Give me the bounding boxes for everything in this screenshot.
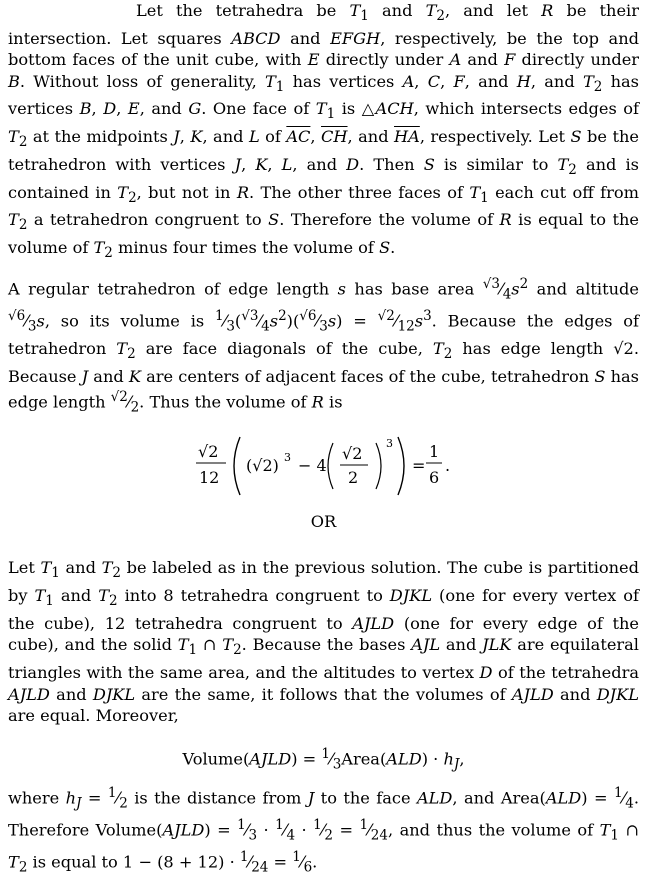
- formula-volume-r: [8, 429, 639, 503]
- separator-or: OR: [310, 512, 337, 532]
- svg-text:− 4: − 4: [298, 456, 327, 476]
- svg-text:3: 3: [284, 451, 291, 465]
- formula-volume-r-graphic: [8, 429, 639, 503]
- formula-volume-ajld: Volume(AJLD) = $^1⁄_3Area(ALD) \cdot h_J$,: [182, 745, 465, 773]
- svg-text:1: 1: [429, 442, 440, 462]
- paragraph-partition: Let $T_1$ and $T_2$ be labeled as in the previous solution. The cube is partitioned by $T_1$ and $T_2$ into 8 tetrahedra congruent to DJKL (one for every vertex of the cube), 12 tetrahedra congruent to AJLD (one for every edge of the cube), and the solid $T_1$ ∩ $T_2$. Because the bases AJL and JLK are equilateral triangles with the same area, and the altitudes to vertex D of the tetrahedra AJLD and DJKL are the same, it follows that the volumes of AJLD and DJKL are equal. Moreover,: [8, 558, 640, 726]
- svg-text:√2: √2: [342, 444, 363, 464]
- svg-text:(√2): (√2): [246, 456, 279, 476]
- paragraph-volume: A regular tetrahedron of edge length s has base area $^{√3}⁄_4s^2$ and altitude $^{√6}⁄_3s$, so its volume is $^1⁄_3(^{√3}⁄_4s^2)(^{√6}⁄_3s)$ = $^{√2}⁄_{12}s^3$. Because the edges of tetrahedron $T_2$ are face diagonals of the cube, $T_2$ has edge length √2. Because J and K are centers of adjacent faces of the cube, tetrahedron S has edge length $^{√2}⁄_2$. Thus the volume of R is: [8, 275, 640, 416]
- paragraph-setup: Let the tetrahedra be $T_1$ and $T_2$, and let R be their intersection. Let squares ABCD and EFGH, respectively, be the top and bottom faces of the unit cube, with E directly under A and F directly under B. Without loss of generality, $T_1$ has vertices A, C, F, and H, and $T_2$ has vertices B, D, E, and G. One face of $T_1$ is △ACH, which intersects edges of $T_2$ at the midpoints J, K, and L of $\overline{AC}$, $\overline{CH}$, and $\overline{HA}$, respectively. Let S be the tetrahedron with vertices J, K, L, and D. Then S is similar to $T_2$ and is contained in $T_2$, but not in R. The other three faces of $T_1$ each cut off from $T_2$ a tetrahedron congruent to S. Therefore the volume of R is equal to the volume of $T_2$ minus four times the volume of S.: [8, 1, 640, 262]
- svg-text:12: 12: [199, 468, 220, 488]
- svg-text:√2: √2: [198, 442, 219, 462]
- svg-text:2: 2: [348, 468, 359, 488]
- svg-text:6: 6: [429, 468, 440, 488]
- svg-text:3: 3: [386, 437, 393, 451]
- paragraph-conclusion: where $h_J$ = $^1⁄_2$ is the distance from J to the face ALD, and Area(ALD) = $^1⁄_4$. Therefore Volume(AJLD) = $^1⁄_3$ · $^1⁄_4$ · $^1⁄_2$ = $^1⁄_{24}$, and thus the volume of $T_1$ ∩ $T_2$ is equal to $1 - (8 + 12) \cdot ^1⁄_{24}$ = $^1⁄_6$.: [8, 784, 640, 876]
- svg-text:=: =: [412, 456, 426, 476]
- svg-text:.: .: [445, 456, 451, 476]
